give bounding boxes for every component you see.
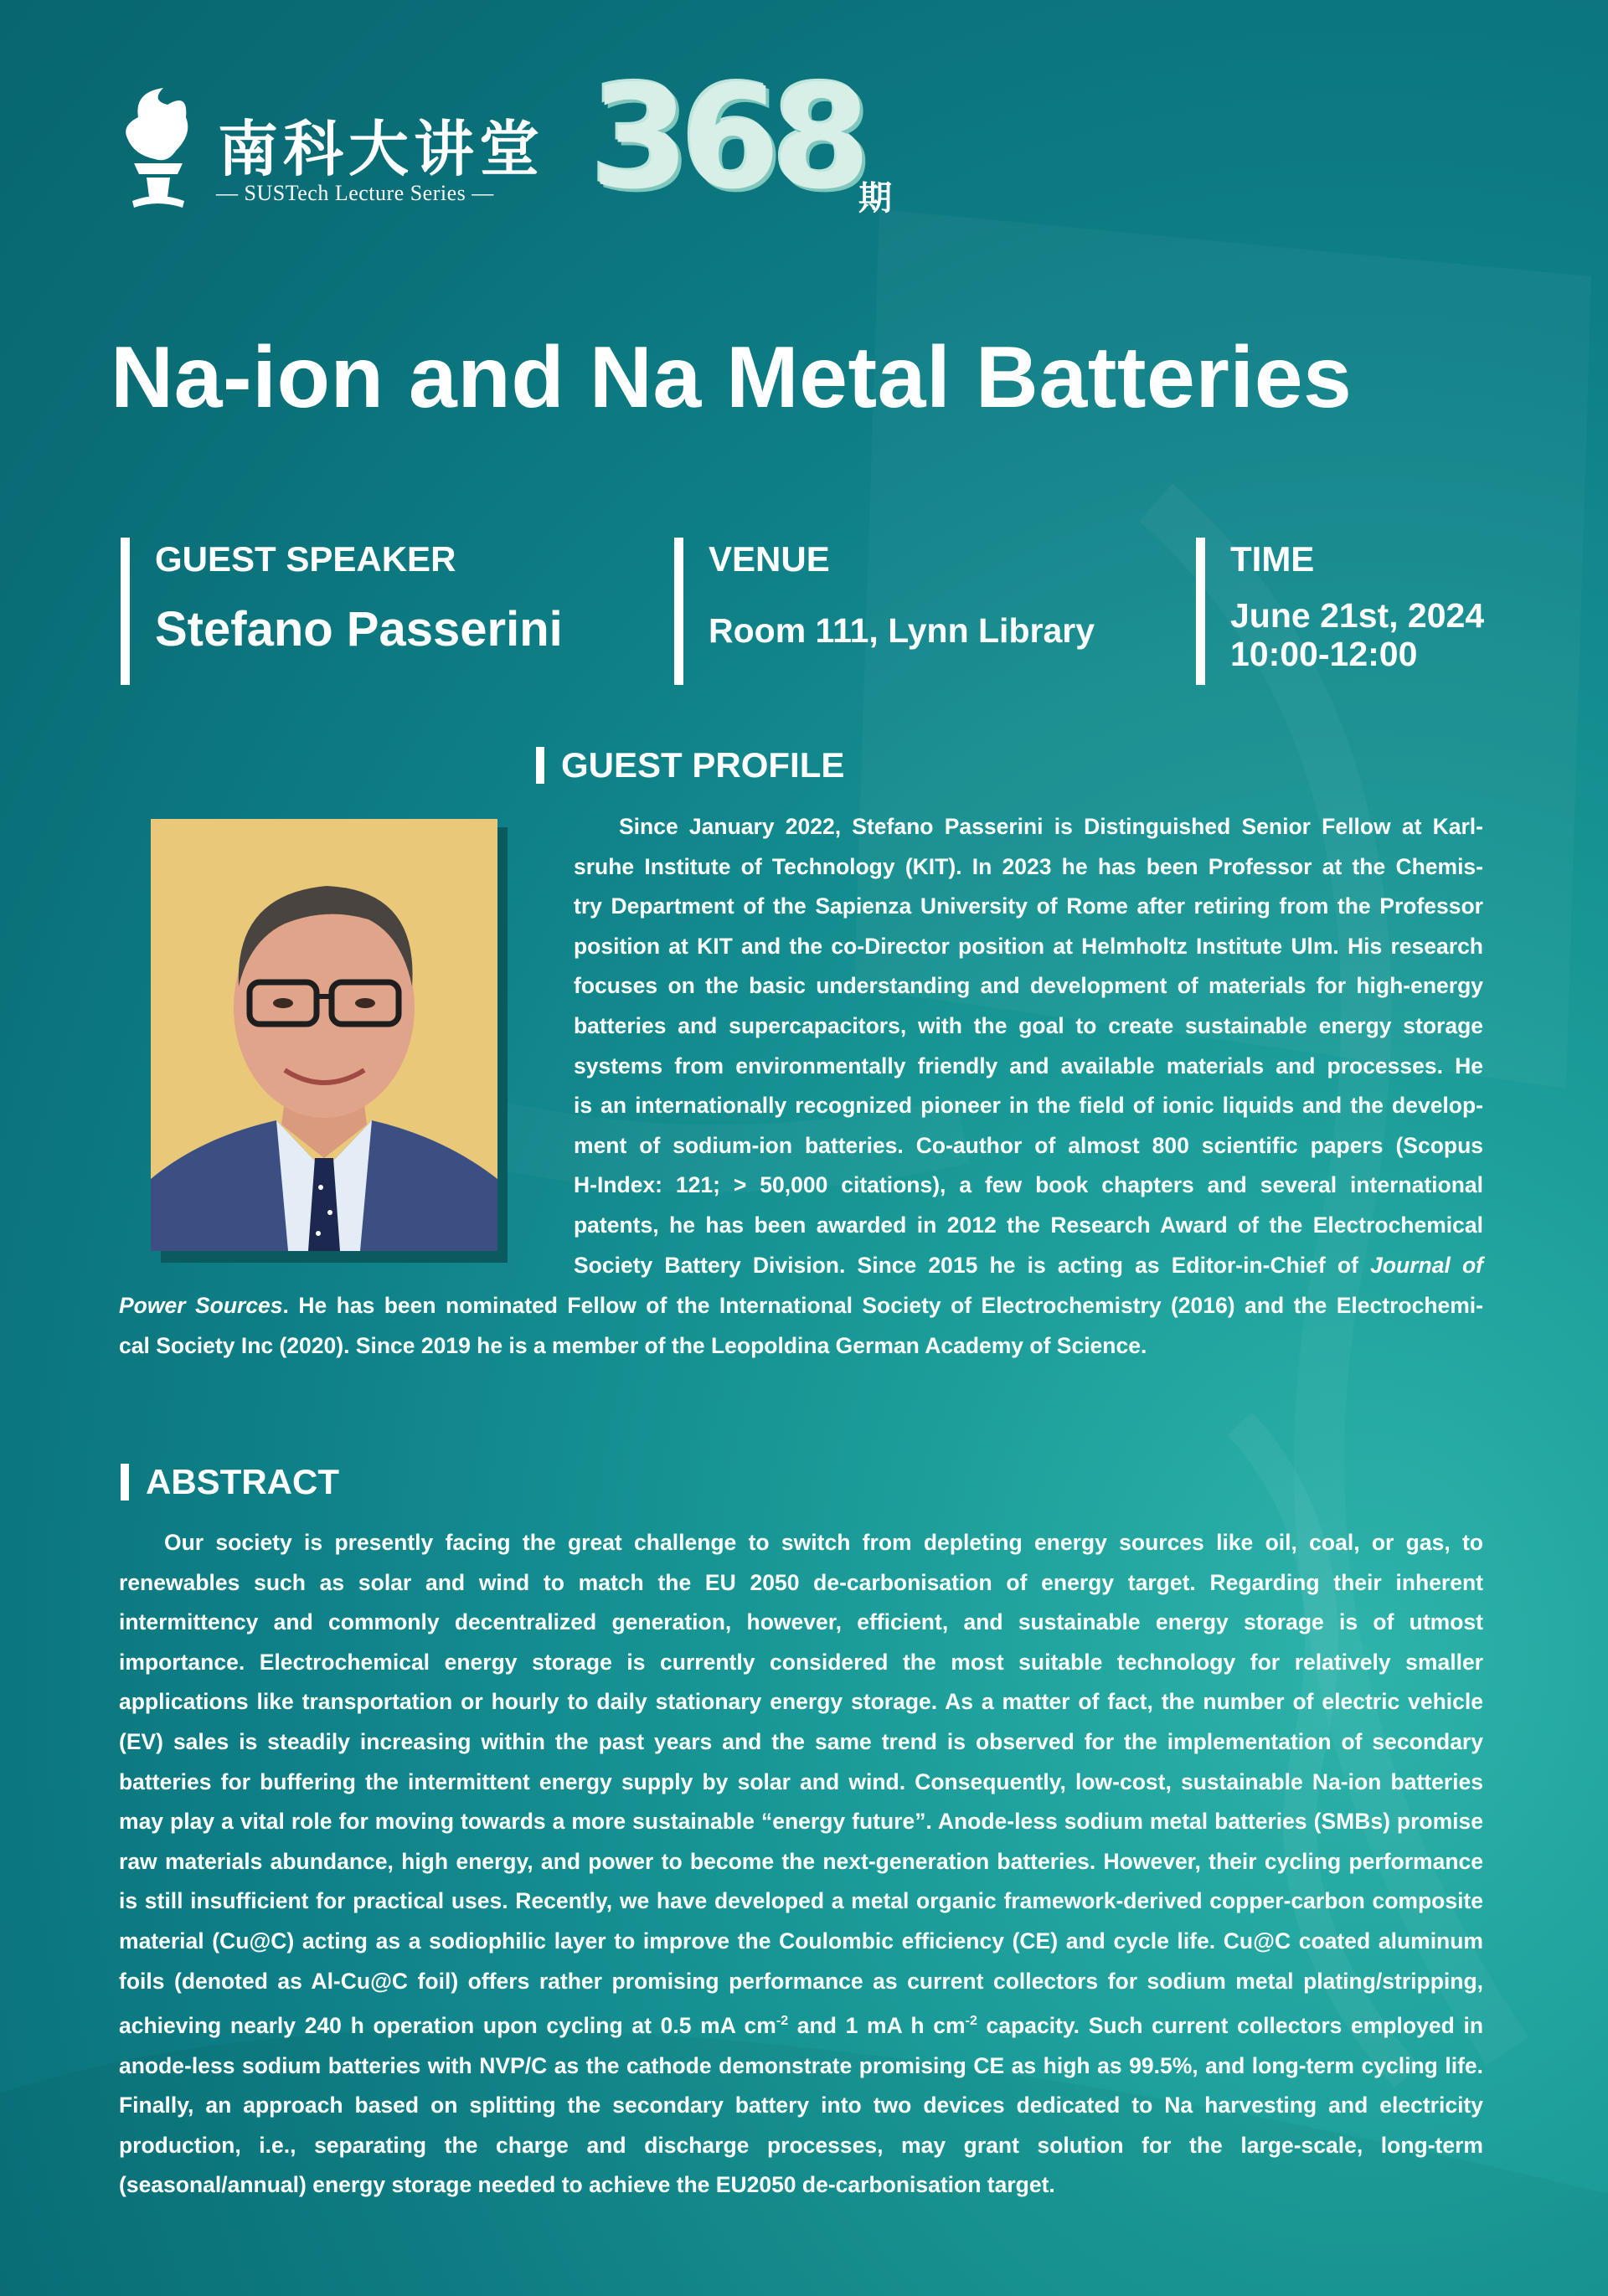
profile-line-1: Since January 2022, Stefano Passerini is Distinguished Senior Fellow at Karl- xyxy=(619,814,1483,839)
profile-line-3: try Department of the Sapienza University of Rome after retiring from the Professor xyxy=(574,893,1483,919)
profile-line-12 xyxy=(574,1246,1483,1286)
profile-line-6: batteries and supercapacitors, with the goal to create sustainable energy storage xyxy=(574,1012,1483,1038)
speaker-label: GUEST SPEAKER xyxy=(155,539,456,579)
venue-value: Room 111, Lynn Library xyxy=(709,611,1095,650)
torch-icon xyxy=(109,84,201,218)
time-date: June 21st, 2024 xyxy=(1230,596,1485,635)
time-block xyxy=(1196,538,1507,685)
profile-line-12-text: Society Battery Division. Since 2015 he is acting as Editor-in-Chief of xyxy=(574,1252,1371,1278)
profile-line-13 xyxy=(119,1286,1483,1326)
profile-line-8: is an internationally recognized pioneer in the field of ionic liquids and the develop- xyxy=(574,1093,1483,1119)
abstract-part-3: capacity. Such current collectors employed in anode-less sodium batteries with NVP/C as the cathode demonstrate promising CE as high as 99.5%, and long-term cycling life. Finally, an approach based on splitting the secondary battery into two devices dedicated to Na harvesting and electricity production, i.e., separating the charge and discharge processes, may grant solution for the large-scale, long-term (seasonal/annual) energy storage needed to achieve the EU2050 de-carbonisation target. xyxy=(119,2012,1484,2198)
profile-line-5: focuses on the basic understanding and development of materials for high-energy xyxy=(574,973,1483,999)
abstract-sup-2: -2 xyxy=(965,2014,977,2029)
guest-profile-heading: GUEST PROFILE xyxy=(536,747,844,784)
profile-line-4: position at KIT and the co-Director position at Helmholtz Institute Ulm. His research xyxy=(574,933,1483,959)
abstract-text xyxy=(119,1523,1483,2206)
profile-line-2: sruhe Institute of Technology (KIT). In 2023 he has been Professor at the Chemis- xyxy=(574,853,1483,879)
speaker-photo xyxy=(151,819,508,1263)
venue-label: VENUE xyxy=(709,539,830,579)
time-hours: 10:00-12:00 xyxy=(1230,635,1418,673)
speaker-name: Stefano Passerini xyxy=(155,602,563,656)
profile-line-14: cal Society Inc (2020). Since 2019 he is a member of the Leopoldina German Academy of Science. xyxy=(119,1332,1147,1358)
profile-line-13-text: . He has been nominated Fellow of the International Society of Electrochemistry (2016) and the Electrochemi- xyxy=(282,1293,1483,1318)
venue-block xyxy=(674,538,1186,685)
abstract-part-2: and 1 mA h cm xyxy=(788,2012,966,2038)
speaker-portrait-image xyxy=(151,819,497,1251)
guest-profile-text-continued xyxy=(119,1286,1483,1366)
guest-profile-text xyxy=(574,807,1483,1285)
sustech-lecture-logo xyxy=(109,84,578,218)
logo-chinese-text: 南科大讲堂 xyxy=(218,113,545,184)
abstract-paragraph xyxy=(119,1523,1483,2206)
issue-unit: 期 xyxy=(858,180,892,217)
profile-line-7: systems from environmentally friendly and available materials and processes. He xyxy=(574,1053,1483,1079)
logo-english-text: — SUSTech Lecture Series — xyxy=(216,181,494,205)
journal-name-part1: Journal of xyxy=(1370,1252,1483,1278)
profile-line-10: H-Index: 121; > 50,000 citations), a few book chapters and several international xyxy=(574,1172,1483,1198)
profile-line-9: ment of sodium-ion batteries. Co-author of almost 800 scientific papers (Scopus xyxy=(574,1132,1483,1158)
abstract-sup-1: -2 xyxy=(776,2014,789,2029)
journal-name-part2: Power Sources xyxy=(119,1293,283,1318)
abstract-part-1: Our society is presently facing the great challenge to switch from depleting energy sources like oil, coal, or gas, to renewables such as solar and wind to match the EU 2050 de-carbonisation of energy target. Regarding their inherent intermittency and commonly decentralized generation, however, efficient, and sustainable energy storage is of utmost importance. Electrochemical energy storage is currently considered the most suitable technology for relatively smaller applications like transportation or hourly to daily stationary energy storage. As a matter of fact, the number of electric vehicle (EV) sales is steadily increasing within the past years and the same trend is observed for the implementation of secondary batteries for buffering the intermittent energy supply by solar and wind. Consequently, low-cost, sustainable Na-ion batteries may play a vital role for moving towards a more sustainable “energy future”. Anode-less sodium metal batteries (SMBs) promise raw materials abundance, high energy, and power to become the next-generation batteries. However, their cycling performance is still insufficient for practical uses. Recently, we have developed a metal organic framework-derived copper-carbon composite material (Cu@C) acting as a sodiophilic layer to improve the Coulombic efficiency (CE) and cycle life. Cu@C coated aluminum foils (denoted as Al-Cu@C foil) offers rather promising performance as current collectors for sodium metal plating/stripping, achieving nearly 240 h operation upon cycling at 0.5 mA cm xyxy=(119,1530,1483,2038)
issue-number: 368 xyxy=(590,55,863,221)
lecture-title: Na-ion and Na Metal Batteries xyxy=(111,329,1353,426)
abstract-heading: ABSTRACT xyxy=(121,1464,339,1501)
speaker-block xyxy=(121,538,666,685)
profile-line-11: patents, he has been awarded in 2012 the Research Award of the Electrochemical xyxy=(574,1212,1483,1238)
time-label: TIME xyxy=(1230,539,1315,579)
logo-english-label: SUSTech Lecture Series xyxy=(244,181,466,205)
